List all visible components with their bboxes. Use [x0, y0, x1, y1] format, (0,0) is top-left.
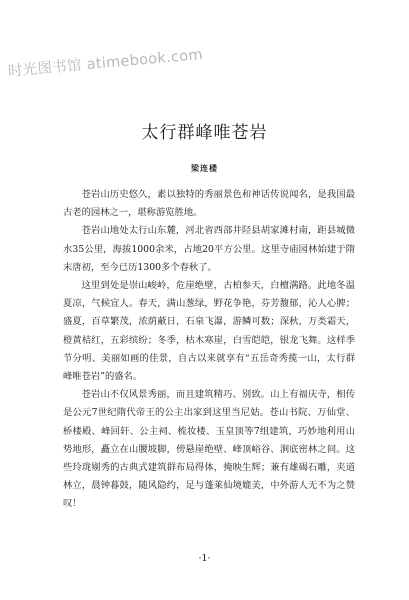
paragraph-1: 苍岩山历史悠久，素以独特的秀丽景色和神话传说闻名，是我国最古老的园林之一，堪称游览胜地。: [63, 189, 355, 219]
paragraph-3: 这里到处是崇山峻岭，危崖绝壁，古柏参天，白檀满路。此地冬温夏凉，气候宜人。春天，满山葱绿，野花争艳，芬芳馥郁，沁人心脾；盛夏，百草繁茂，浓荫蔽日，石泉飞瀑，游鳞可数；深秋，万类霜天，橙黄桔红，五彩缤纷；冬季，枯木寒崖，白雪皑皑，银龙飞舞。这样季节分明、美丽如画的佳景，自古以来就享有“五岳奇秀揽一山，太行群峰唯苍岩”的盛名。: [63, 280, 355, 383]
page-number: ·1·: [198, 553, 211, 564]
page-title: 太行群峰唯苍岩: [141, 123, 268, 143]
paragraph-2: 苍岩山地处太行山东麓，河北省西部井陉县胡家滩村南，距县城微水35公里，海拔1000余米，占地20平方公里。这里寺庙园林始建于隋末唐初，至今已历1300多个春秋了。: [63, 225, 355, 273]
watermark: 时光图书馆 atimebook.com: [7, 46, 204, 80]
author-name: 梁连楼: [191, 163, 218, 173]
paragraph-4: 苍岩山不仅风景秀丽，而且建筑精巧、别致。山上有福庆寺，相传是公元7世纪隋代帝王的公主出家到这里当尼姑。苍山书院、万仙堂、桥楼殿、峰回轩、公主祠、梳妆楼、玉皇顶等7组建筑，巧妙地利用山势地形，矗立在山腰坡脚，傍悬崖绝壁、峰顶峪谷、涧底密林之间。这些玲珑剔秀的古典式建筑群布局得体，掩映生辉；兼有雄碣石雕，夹道林立，晨钟暮鼓，随风隐约，足与蓬莱仙境媲美，中外游人无不为之赞叹！: [63, 389, 355, 510]
article-body: [63, 186, 355, 514]
